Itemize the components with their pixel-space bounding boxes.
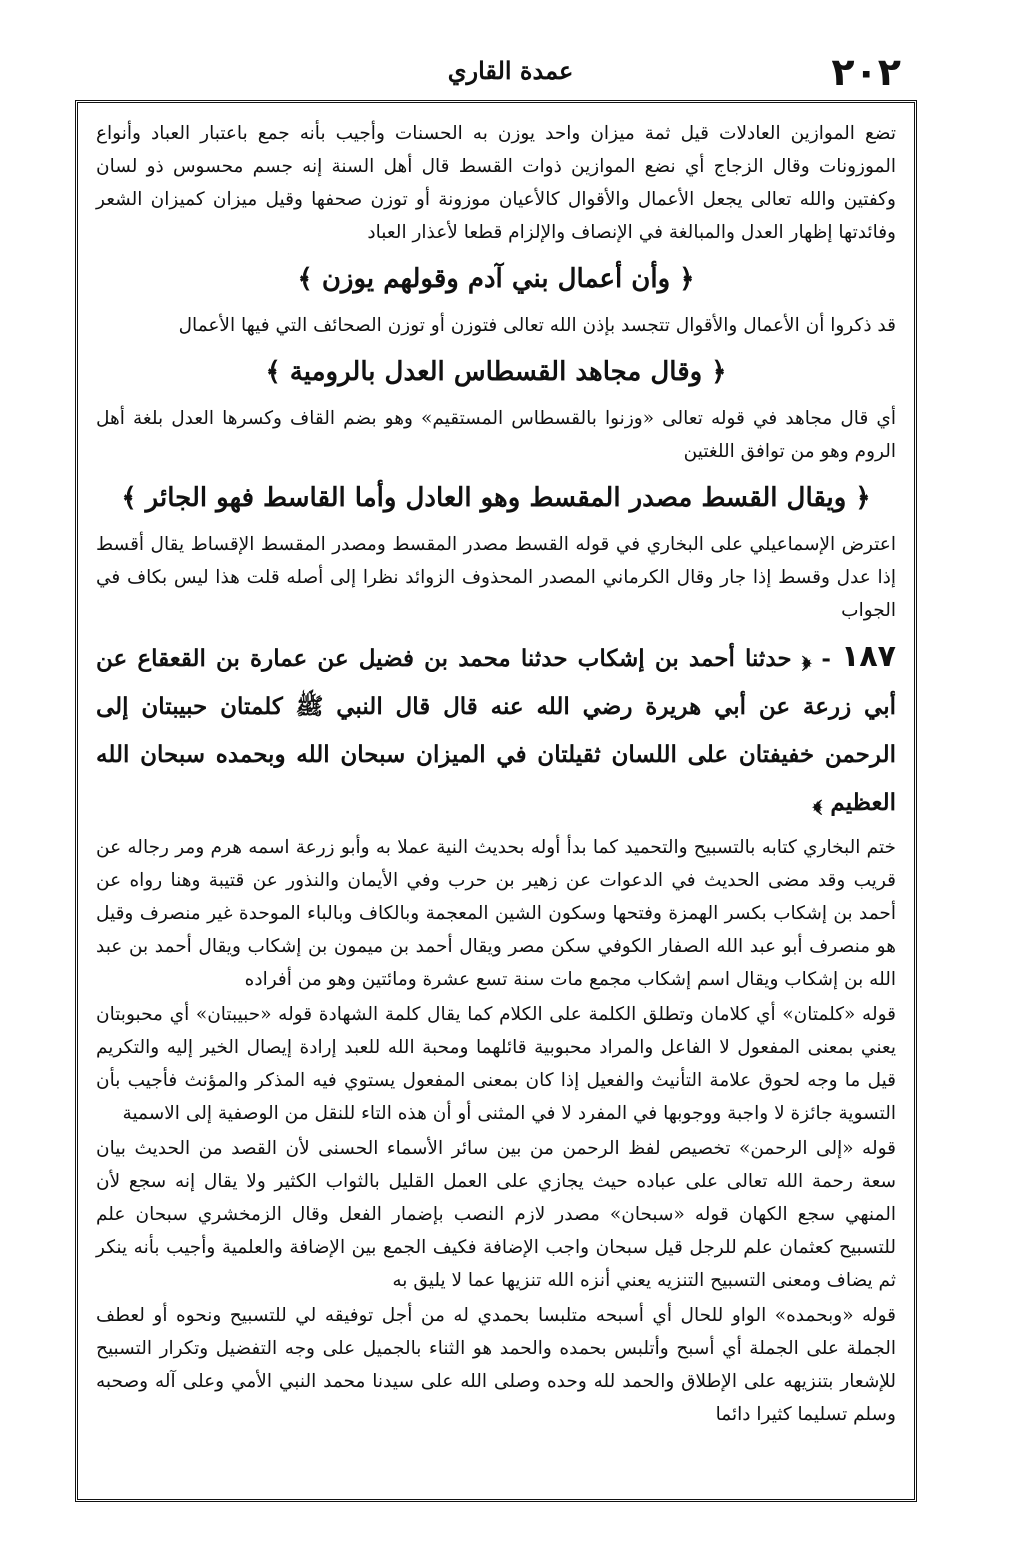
chapter-heading-2: ﴿ وقال مجاهد القسطاس العدل بالرومية ﴾	[265, 357, 727, 387]
paragraph-4: اعترض الإسماعيلي على البخاري في قوله القسط مصدر المقسط ومصدر المقسط الإقساط يقال أقسط إذا عدل وقسط إذا جار وقال الكرماني المصدر المحذوف الزوائد نظرا إلى أصله قلت هذا ليس بكاف في الجواب	[96, 534, 896, 621]
page-body	[96, 117, 896, 1481]
hadith-number: ١٨٧	[841, 639, 896, 674]
paragraph-6: قوله «كلمتان» أي كلامان وتطلق الكلمة على الكلام كما يقال كلمة الشهادة قوله «حبيبتان» أي محبوبتان يعني بمعنى المفعول لا الفاعل والمراد محبوبية قائلهما ومحبة الله للعبد إرادة إيصال الخير إليه والتكريم قيل ما وجه لحوق علامة التأنيث والفعيل إذا كان بمعنى المفعول يستوي فيه المذكر والمؤنث فأجيب بأن التسوية جائزة لا واجبة ووجوبها في المفرد لا في المثنى أو أن هذه التاء للنقل من الوصفية إلى الاسمية	[96, 1004, 896, 1124]
page-number: ٢٠٢	[831, 50, 901, 94]
page-header	[0, 50, 1021, 100]
hadith-text: ﴿ حدثنا أحمد بن إشكاب حدثنا محمد بن فضيل عن عمارة بن القعقاع عن أبي زرعة عن أبي هريرة رضي الله عنه قال قال النبي ﷺ كلمتان حبيبتان إلى الرحمن خفيفتان على اللسان ثقيلتان في الميزان سبحان الله وبحمده سبحان الله العظيم ﴾	[96, 645, 896, 816]
text-frame	[75, 100, 917, 1502]
paragraph-3: أي قال مجاهد في قوله تعالى «وزنوا بالقسطاس المستقيم» وهو بضم القاف وكسرها العدل بلغة أهل الروم وهو من توافق اللغتين	[96, 408, 896, 462]
paragraph-7: قوله «إلى الرحمن» تخصيص لفظ الرحمن من بين سائر الأسماء الحسنى لأن القصد من الحديث بيان سعة رحمة الله تعالى على عباده حيث يجازي على العمل القليل بالثواب الكثير ولا يقال إنه سجع لأن المنهي سجع الكهان قوله «سبحان» مصدر لازم النصب بإضمار الفعل وقال الزمخشري سبحان علم للتسبيح كعثمان علم للرجل قيل سبحان واجب الإضافة فكيف الجمع بين الإضافة والعلمية وأجيب بأنه ينكر ثم يضاف ومعنى التسبيح التنزيه يعني أنزه الله تنزيها عما لا يليق به	[96, 1138, 896, 1291]
hadith-block: ١٨٧ - ﴿ حدثنا أحمد بن إشكاب حدثنا محمد بن فضيل عن عمارة بن القعقاع عن أبي زرعة عن أبي هريرة رضي الله عنه قال قال النبي ﷺ كلمتان حبيبتان إلى الرحمن خفيفتان على اللسان ثقيلتان في الميزان سبحان الله وبحمده سبحان الله العظيم ﴾	[96, 639, 896, 816]
chapter-heading-1: ﴿ وأن أعمال بني آدم وقولهم يوزن ﴾	[297, 264, 695, 294]
paragraph-8: قوله «وبحمده» الواو للحال أي أسبحه متلبسا بحمدي له من أجل توفيقه لي للتسبيح ونحوه أو لعطف الجملة على الجملة أي أسبح وأتلبس بحمده والحمد هو الثناء بالجميل على وجه التفضيل وتكرار التسبيح للإشعار بتنزيهه على الإطلاق والحمد لله وحده وصلى الله على سيدنا محمد النبي الأمي وعلى آله وصحبه وسلم تسليما كثيرا دائما	[96, 1305, 896, 1425]
paragraph-5: ختم البخاري كتابه بالتسبيح والتحميد كما بدأ أوله بحديث النية عملا به وأبو زرعة اسمه هرم ومر رجاله عن قريب وقد مضى الحديث في الدعوات عن زهير بن حرب وفي الأيمان والنذور عن قتيبة وهنا رواه عن أحمد بن إشكاب بكسر الهمزة وفتحها وسكون الشين المعجمة وبالكاف وبالباء الموحدة غير منصرف وقيل هو منصرف أبو عبد الله الصفار الكوفي سكن مصر ويقال أحمد بن ميمون بن إشكاب ويقال أحمد بن عبد الله بن إشكاب ويقال اسم إشكاب مجمع مات سنة تسع عشرة ومائتين وهو من أفراده	[96, 837, 896, 990]
paragraph-2: قد ذكروا أن الأعمال والأقوال تتجسد بإذن الله تعالى فتوزن أو توزن الصحائف التي فيها الأعمال	[178, 315, 896, 336]
running-title: عمدة القاري	[447, 56, 574, 85]
chapter-heading-3: ﴿ ويقال القسط مصدر المقسط وهو العادل وأما القاسط فهو الجائر ﴾	[121, 483, 871, 513]
paragraph-1: تضع الموازين العادلات قيل ثمة ميزان واحد يوزن به الحسنات وأجيب بأنه جمع باعتبار العباد وأنواع الموزونات وقال الزجاج أي نضع الموازين ذوات القسط قال أهل السنة إنه جسم محسوس ذو لسان وكفتين والله تعالى يجعل الأعمال والأقوال كالأعيان موزونة أو توزن صحفها وقيل ميزان كميزان الشعر وفائدتها إظهار العدل والمبالغة في الإنصاف والإلزام قطعا لأعذار العباد	[96, 123, 896, 243]
